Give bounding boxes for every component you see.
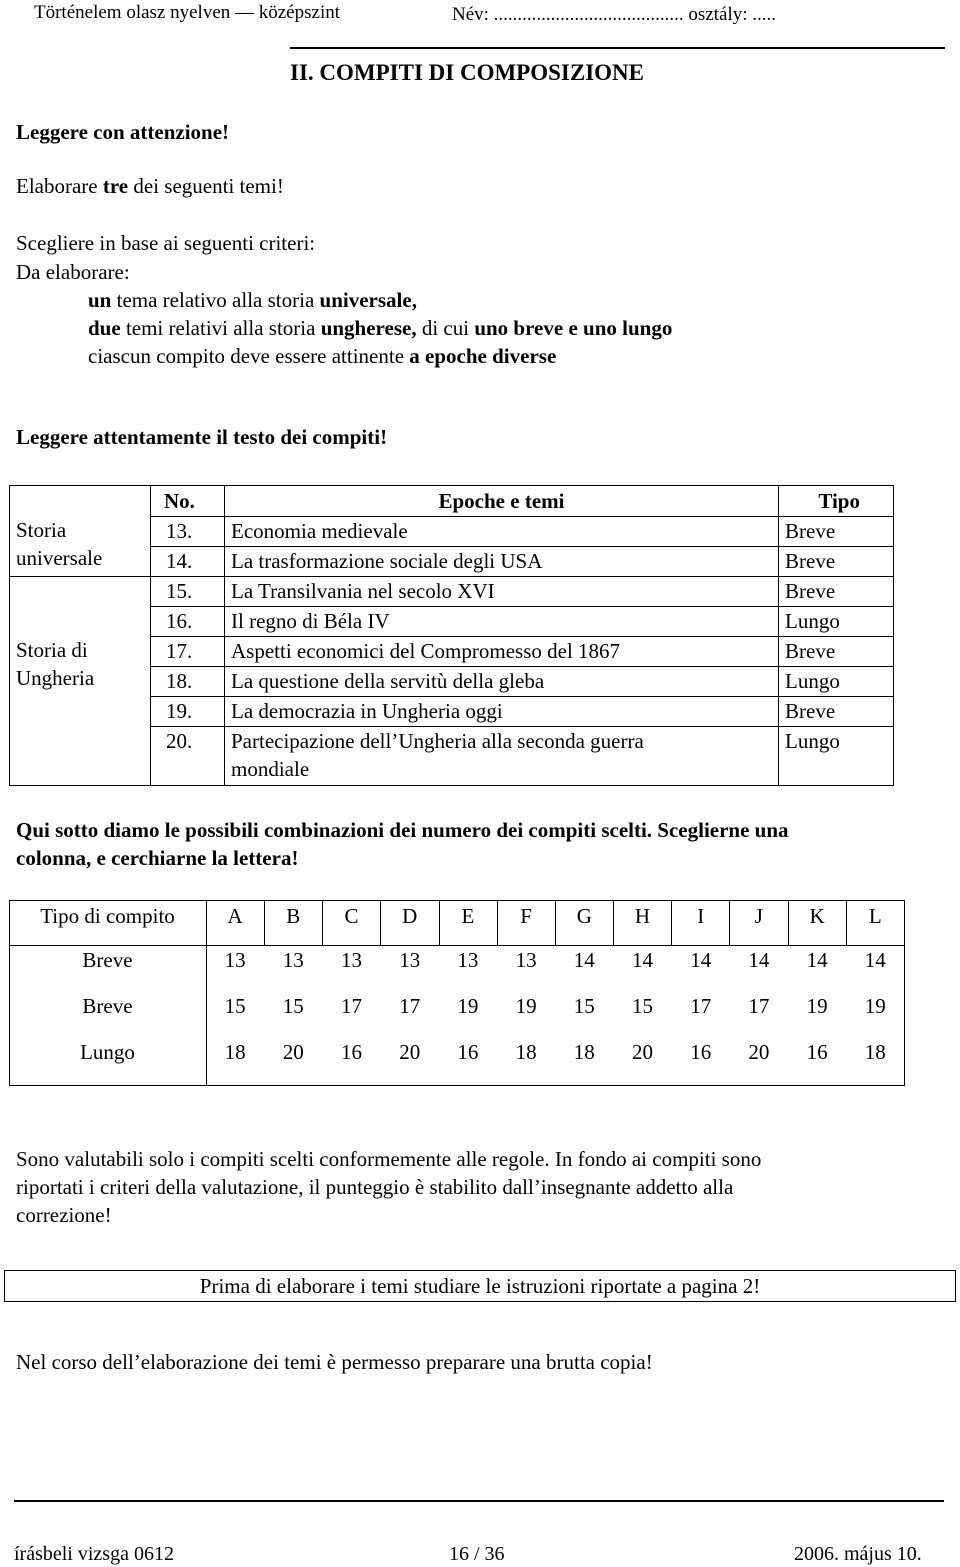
combo-cell: 18 [864, 1040, 886, 1064]
rules-line3: correzione! [16, 1203, 112, 1227]
combo-letter-h[interactable]: H [634, 904, 651, 928]
combo-letter-d[interactable]: D [402, 904, 418, 928]
combo-letter-j[interactable]: J [754, 904, 763, 928]
combo-letter-f[interactable]: F [520, 904, 532, 928]
combo-letter-g[interactable]: G [576, 904, 592, 928]
combos-instruction-line1: Qui sotto diamo le possibili combinazioni dei numero dei compiti scelti. Sceglierne una [16, 818, 789, 842]
combo-cell: 16 [457, 1040, 479, 1064]
topics-table [9, 485, 894, 785]
header-rule [290, 47, 945, 49]
combo-cell: 14 [748, 948, 770, 972]
topic-theme-cont: mondiale [231, 757, 310, 781]
topic-type: Breve [785, 579, 836, 603]
combo-cell: 13 [515, 948, 537, 972]
combo-cell: 20 [631, 1040, 653, 1064]
combos-header-label: Tipo di compito [40, 904, 175, 928]
footer-exam-code: írásbeli vizsga 0612 [14, 1543, 174, 1565]
topic-type: Breve [785, 549, 836, 573]
criterion-epochs: ciascun compito deve essere attinente a epoche diverse [88, 344, 557, 368]
combo-cell: 15 [282, 994, 304, 1018]
combo-cell: 20 [748, 1040, 770, 1064]
criterion-hungarian: due temi relativi alla storia ungherese, di cui uno breve e uno lungo [88, 316, 673, 340]
topic-theme: La trasformazione sociale degli USA [231, 549, 543, 573]
combo-cell: 13 [399, 948, 421, 972]
topic-theme: Partecipazione dell’Ungheria alla seconda guerra [231, 729, 644, 753]
draft-note: Nel corso dell’elaborazione dei temi è permesso preparare una brutta copia! [16, 1350, 653, 1374]
combo-cell: 16 [806, 1040, 828, 1064]
topic-theme: Il regno di Béla IV [231, 609, 390, 633]
combo-cell: 16 [340, 1040, 362, 1064]
combo-cell: 20 [399, 1040, 421, 1064]
combo-cell: 17 [690, 994, 712, 1018]
combo-cell: 14 [864, 948, 886, 972]
combos-row-label: Lungo [80, 1040, 135, 1064]
topics-header-theme: Epoche e temi [438, 489, 565, 513]
group-hungary-line2: Ungheria [16, 666, 95, 690]
topic-theme: La Transilvania nel secolo XVI [231, 579, 495, 603]
combo-cell: 13 [340, 948, 362, 972]
topic-theme: La democrazia in Ungheria oggi [231, 699, 503, 723]
combo-cell: 19 [864, 994, 886, 1018]
criteria-line: Scegliere in base ai seguenti criteri: [16, 231, 316, 255]
combos-instruction-line2: colonna, e cerchiarne la lettera! [16, 846, 299, 870]
topic-type: Lungo [785, 729, 840, 753]
combo-letter-a[interactable]: A [227, 904, 243, 928]
topic-type: Breve [785, 639, 836, 663]
topic-no: 16. [166, 609, 193, 633]
combo-cell: 15 [573, 994, 595, 1018]
footer-date: 2006. május 10. [794, 1543, 922, 1565]
combo-cell: 17 [399, 994, 421, 1018]
read-carefully-heading: Leggere con attenzione! [16, 120, 230, 144]
header-subject: Történelem olasz nyelven — középszint [34, 2, 341, 23]
elaborate-instruction: Elaborare tre dei seguenti temi! [16, 174, 284, 198]
combo-cell: 17 [748, 994, 770, 1018]
combo-cell: 14 [690, 948, 712, 972]
header-name-class-field: Név: ........................................ osztály: ..... [452, 4, 777, 25]
topics-header-no: No. [164, 489, 195, 513]
combo-cell: 17 [340, 994, 362, 1018]
combo-letter-l[interactable]: L [868, 904, 882, 928]
topic-type: Lungo [785, 669, 840, 693]
note-text: Prima di elaborare i temi studiare le istruzioni riportate a pagina 2! [199, 1274, 761, 1298]
group-universal-line2: universale [16, 546, 103, 570]
combo-cell: 14 [631, 948, 653, 972]
rules-line1: Sono valutabili solo i compiti scelti conformemente alle regole. In fondo ai compiti sono [16, 1147, 762, 1171]
section-title: II. COMPITI DI COMPOSIZIONE [290, 60, 644, 85]
combo-cell: 19 [806, 994, 828, 1018]
combo-cell: 20 [282, 1040, 304, 1064]
topics-header-type: Tipo [818, 489, 860, 513]
topic-theme: Economia medievale [231, 519, 408, 543]
combo-cell: 13 [457, 948, 479, 972]
combo-cell: 18 [224, 1040, 246, 1064]
topic-no: 13. [166, 519, 193, 543]
combinations-table [9, 900, 905, 1086]
group-hungary-line1: Storia di [16, 638, 88, 662]
combos-row-label: Breve [82, 948, 133, 972]
combo-cell: 18 [573, 1040, 595, 1064]
combo-cell: 19 [457, 994, 479, 1018]
combo-cell: 15 [631, 994, 653, 1018]
topic-no: 17. [166, 639, 193, 663]
combos-row-label: Breve [82, 994, 133, 1018]
topic-theme: Aspetti economici del Compromesso del 1867 [231, 639, 621, 663]
topic-no: 19. [166, 699, 193, 723]
combo-cell: 15 [224, 994, 246, 1018]
read-tasks-heading: Leggere attentamente il testo dei compiti! [16, 425, 388, 449]
footer-page-number: 16 / 36 [449, 1543, 505, 1565]
topic-no: 20. [166, 729, 193, 753]
topic-no: 15. [166, 579, 193, 603]
topic-type: Breve [785, 519, 836, 543]
combo-cell: 14 [806, 948, 828, 972]
combo-letter-b[interactable]: B [286, 904, 301, 928]
topic-no: 14. [166, 549, 193, 573]
combo-letter-e[interactable]: E [461, 904, 475, 928]
combo-cell: 14 [573, 948, 595, 972]
footer-rule [14, 1500, 944, 1502]
combo-letter-i[interactable]: I [697, 904, 705, 928]
combo-cell: 13 [224, 948, 246, 972]
combo-cell: 16 [690, 1040, 712, 1064]
topic-type: Breve [785, 699, 836, 723]
rules-line2: riportati i criteri della valutazione, il punteggio è stabilito dall’insegnante addetto alla [16, 1175, 734, 1199]
combo-cell: 13 [282, 948, 304, 972]
to-elaborate-line: Da elaborare: [16, 260, 130, 284]
combo-letter-c[interactable]: C [344, 904, 359, 928]
combo-cell: 19 [515, 994, 537, 1018]
combo-letter-k[interactable]: K [809, 904, 825, 928]
topic-no: 18. [166, 669, 193, 693]
group-universal-line1: Storia [16, 518, 67, 542]
topic-type: Lungo [785, 609, 840, 633]
combo-cell: 18 [515, 1040, 537, 1064]
criterion-universal: un tema relativo alla storia universale, [88, 288, 417, 312]
topic-theme: La questione della servitù della gleba [231, 669, 545, 693]
